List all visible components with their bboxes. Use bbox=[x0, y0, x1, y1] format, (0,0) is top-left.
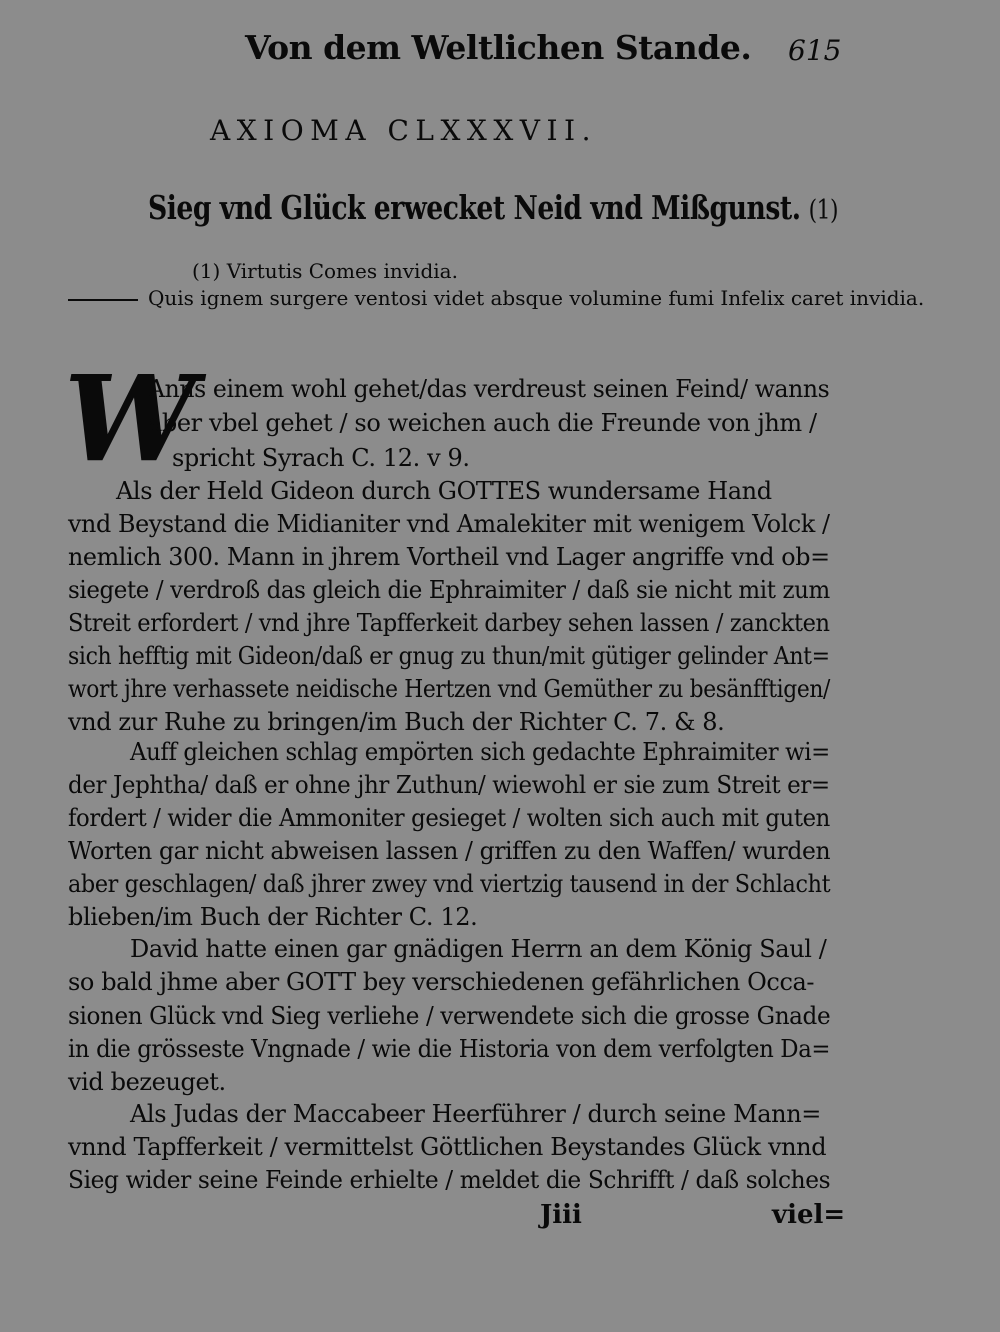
body-line: Worten gar nicht abweisen lassen / griffen zu den Waffen/ wurden bbox=[68, 837, 831, 865]
footnote-line-2-text: Quis ignem surgere ventosi videt absque volumine fumi Infelix caret invidia. bbox=[148, 286, 925, 310]
body-line: vid bezeuget. bbox=[68, 1068, 226, 1096]
footnote-dash bbox=[68, 299, 138, 301]
body-line: sich hefftig mit Gideon/daß er gnug zu thun/mit gütiger gelinder Ant= bbox=[68, 642, 830, 670]
footnote-reference: (1) bbox=[808, 195, 839, 226]
body-line: aber geschlagen/ daß jhrer zwey vnd viertzig tausend in der Schlacht bbox=[68, 870, 831, 898]
page-number: 615 bbox=[788, 34, 842, 67]
body-line: nemlich 300. Mann in jhrem Vortheil vnd Lager angriffe vnd ob= bbox=[68, 543, 830, 571]
body-line: aber vbel gehet / so weichen auch die Freunde von jhm / bbox=[148, 409, 817, 437]
body-line: siegete / verdroß das gleich die Ephraimiter / daß sie nicht mit zum bbox=[68, 576, 830, 604]
body-line: wort jhre verhassete neidische Hertzen vnd Gemüther zu besänfftigen/ bbox=[68, 675, 831, 703]
body-line: vnnd Tapfferkeit / vermittelst Göttlichen Beystandes Glück vnnd bbox=[68, 1133, 827, 1161]
body-line: so bald jhme aber GOTT bey verschiedenen gefährlichen Occa- bbox=[68, 968, 815, 996]
body-line: in die grösseste Vngnade / wie die Historia von dem verfolgten Da= bbox=[68, 1035, 831, 1063]
body-line: Auff gleichen schlag empörten sich gedachte Ephraimiter wi= bbox=[130, 738, 830, 766]
axiom-heading: AXIOMA CLXXXVII. bbox=[210, 114, 598, 147]
body-line: Anns einem wohl gehet/das verdreust seinen Feind/ wanns bbox=[148, 375, 830, 403]
body-line: vnd Beystand die Midianiter vnd Amalekiter mit wenigem Volck / bbox=[68, 510, 830, 538]
body-line: Streit erfordert / vnd jhre Tapfferkeit darbey sehen lassen / zanckten bbox=[68, 609, 830, 637]
body-line: blieben/im Buch der Richter C. 12. bbox=[68, 903, 478, 931]
body-line: David hatte einen gar gnädigen Herrn an dem König Saul / bbox=[130, 935, 827, 963]
running-head: Von dem Weltlichen Stande. bbox=[245, 28, 752, 67]
body-line: sionen Glück vnd Sieg verliehe / verwendete sich die grosse Gnade bbox=[68, 1002, 831, 1030]
body-line: Als Judas der Maccabeer Heerführer / durch seine Mann= bbox=[130, 1100, 821, 1128]
body-line: Sieg wider seine Feinde erhielte / meldet die Schrifft / daß solches bbox=[68, 1166, 831, 1194]
body-line: spricht Syrach C. 12. v 9. bbox=[172, 444, 470, 472]
catchword: viel= bbox=[772, 1200, 846, 1230]
axiom-subtitle bbox=[148, 188, 838, 227]
signature-mark: Jiii bbox=[540, 1200, 582, 1230]
body-line: fordert / wider die Ammoniter gesieget / wolten sich auch mit guten bbox=[68, 804, 830, 832]
body-line: Als der Held Gideon durch GOTTES wundersame Hand bbox=[116, 477, 772, 505]
body-line: vnd zur Ruhe zu bringen/im Buch der Richter C. 7. & 8. bbox=[68, 708, 725, 736]
body-line: der Jephtha/ daß er ohne jhr Zuthun/ wiewohl er sie zum Streit er= bbox=[68, 771, 830, 799]
drop-cap: W bbox=[64, 349, 197, 488]
footnote-line-1: (1) Virtutis Comes invidia. bbox=[192, 259, 458, 283]
footnote-line-2 bbox=[68, 286, 924, 310]
axiom-subtitle-text: Sieg vnd Glück erwecket Neid vnd Mißgunst. bbox=[148, 188, 801, 227]
